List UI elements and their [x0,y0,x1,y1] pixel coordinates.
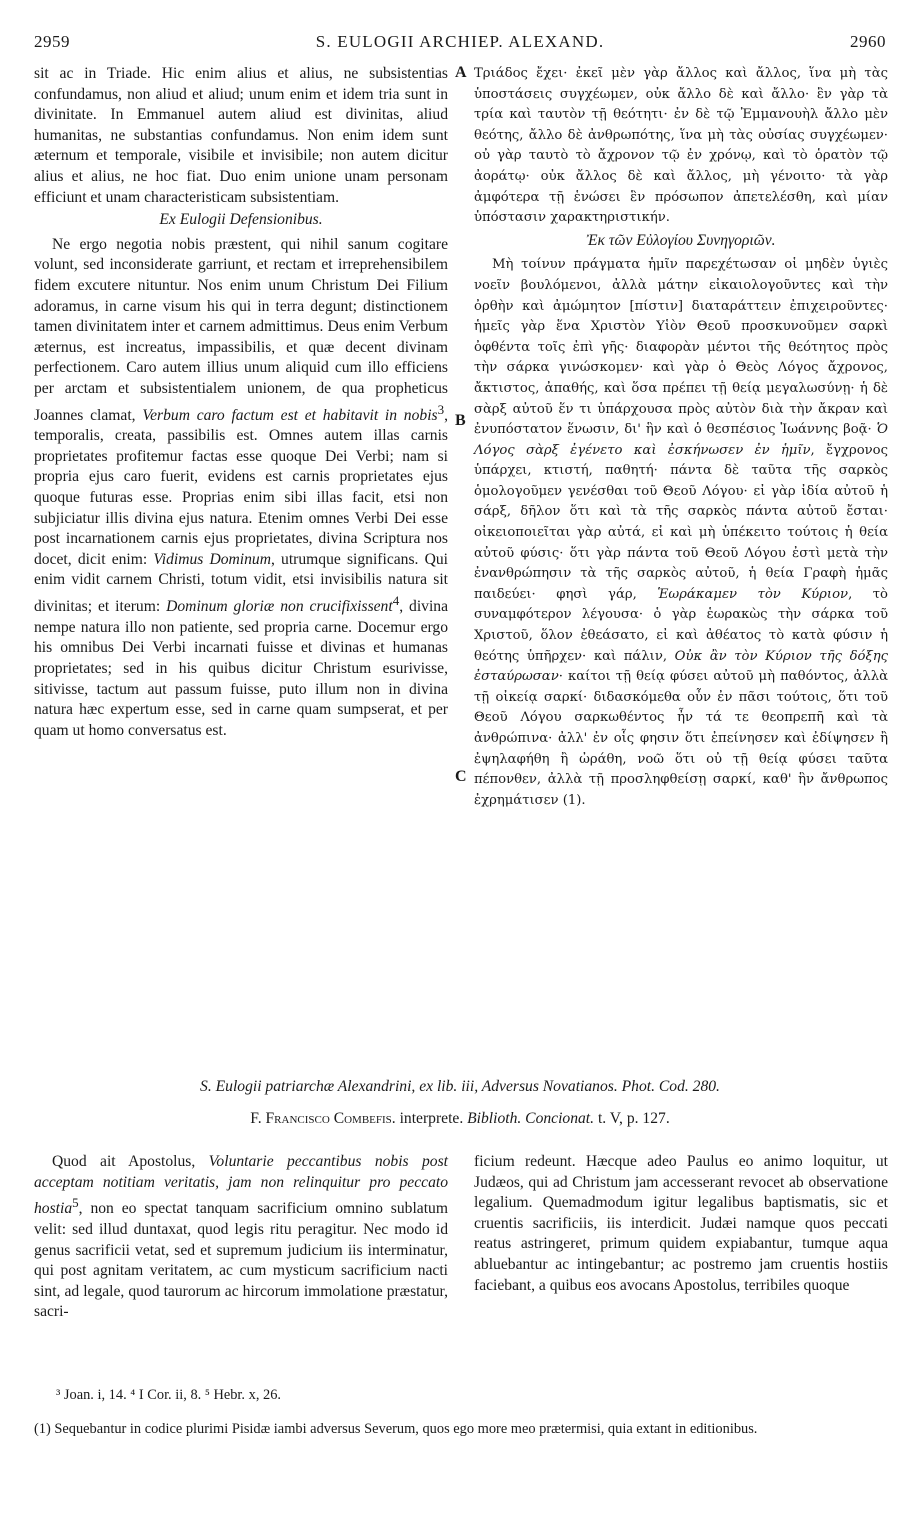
scripture-quote: Οὐκ ἂν τὸν Κύριον τῆς δόξης ἐσταύρωσαν [474,648,889,685]
scripture-quote: Ὁ Λόγος σὰρξ ἐγένετο καὶ ἐσκήνωσεν ἐν ἡμῖν [474,422,888,458]
latin-paragraph-2: Ne ergo negotia nobis præstent, qui nihil sanum cogitare volunt, sed inconsiderate garriunt, et rectam et irreprehensibilem fidem excutere nituntur. Nos enim unum Christum Dei Filium adoramus, in carne visum his qui in terra degunt; distinctionem tamen divinitatem inter et carnem admittimus. Deus enim Verbum æternus, est increatus, impassibilis, et quæ decent divinam perfectionem. Caro autem illius unum aliquid cum illo efficiens per arctam et subsistentialem unionem, de qua propheticus Joannes clamat, Verbum caro factum est et habitavit in nobis$^3$, temporalis, creata, passibilis est. Omnes autem illas carnis proprietates profitemur factas esse quoque Dei Verbi; nam si propria ejus caro fuerit, evidens est carnis proprietates ejus quoque futuras esse. Proprias enim sibi illas facit, etsi non subjiciatur illis divina ejus natura. Etenim omnes Verbi Dei esse post incarnationem carnis ejus proprietates, divina Scriptura nos docet, dicit enim: Vidimus Dominum, utrumque significans. Qui enim vidit carnem Christi, totum vidit, etsi invisibilis natura sit divinitas; et iterum: Dominum gloriæ non crucifixissent$^4$, divina nempe natura illo non patiente, sed propria carne. Docemur ergo his omnibus Dei Verbi incarnati fuisse et divinas et humanas proprietates; sed in his quibus dicitur Christum esurivisse, sitivisse, tactum aut passum fuisse, puto illum non in divina natura hæc expertum esse, sed in carne quam sumpserat, et per quam ut homo conversatus est. [34,235,449,739]
scripture-quote: Ἑωράκαμεν τὸν Κύριον [657,586,849,602]
greek-column [474,64,888,811]
scripture-quote: Verbum caro factum est et habitavit in nobis [142,406,438,424]
page-number-right: 2960 [850,32,886,51]
latin-section-title: Ex Eulogii Defensionibus. [159,211,323,229]
footnote-ref: 3 [437,401,445,417]
greek-section-title: Ἐκ τῶν Εὐλογίου Συνηγοριῶν. [586,231,776,249]
source-citation: S. Eulogii patriarchæ Alexandrini, ex lib. iii, Adversus Novatianos. Phot. Cod. 280. [200,1078,720,1095]
interpreter-credit: F. Francisco Combefis. interprete. Biblioth. Concionat. t. V, p. 127. [250,1110,670,1127]
scripture-footnotes: ³ Joan. i, 14. ⁴ I Cor. ii, 8. ⁵ Hebr. x, 26. [56,1387,282,1403]
latin-paragraph-1: sit ac in Triade. Hic enim alius et alius, ne subsistentias confundamus, non aliud et aliud; unum enim et idem tria sunt in divinitate. In Emmanuel autem aliud est divinitas, aliud humanitas, ne substantias confundamus. Non enim idem sunt æternum et temporale, visibile et invisibile; non autem dicitur alius et alius, ne hoc fiat. Duo enim unione unam personam efficiunt et unam characteristicam subsistentiam. [34,65,448,206]
greek-paragraph-2: Μὴ τοίνυν πράγματα ἡμῖν παρεχέτωσαν οἱ μηδὲν ὑγιὲς νοεῖν βουλόμενοι, ἀλλὰ μάτην εἰκαιολογοῦντες καὶ τὴν ὀρθὴν καὶ ἀμώμητον [πίστιν] διαταράττειν ἐπιχειροῦντες· ἡμεῖς γὰρ ἕνα Χριστὸν Υἱὸν Θεοῦ προσκυνοῦμεν σαρκὶ ὀφθέντα τοῖς ἐπὶ γῆς· διαφορὰν μέντοι τῆς θεότητος πρὸς τὴν σάρκα γινώσκομεν· καὶ γὰρ ὁ Θεὸς Λόγος ἄχρονος, ἄκτιστος, ἀπαθής, καὶ ὅσα πρέπει τῇ θείᾳ μεγαλωσύνῃ· ἡ δὲ σὰρξ αὐτοῦ ἕν τι ὑπάρχουσα πρὸς αὐτὸν διὰ τὴν ἄκραν καὶ ἐνυπόστατον ἕνωσιν, δι' ἣν καὶ ὁ θεσπέσιος Ἰωάννης βοᾷ· Ὁ Λόγος σὰρξ ἐγένετο καὶ ἐσκήνωσεν ἐν ἡμῖν, ἔγχρονος ὑπάρχει, κτιστή, παθητή· πάντα δὲ ταῦτα τῆς σαρκὸς ὁμολογοῦμεν γενέσθαι τοῦ Θεοῦ Λόγου· εἰ γὰρ ἰδία αὐτοῦ ἡ σάρξ, δῆλον ὅτι καὶ τὰ τῆς σαρκὸς πάντα αὐτοῦ ἔσται· οἰκειοποιεῖται γὰρ αὐτά, εἰ καὶ μὴ ὑπέκειτο τούτοις ἡ θεία αὐτοῦ φύσις· ὅτι γὰρ πάντα τοῦ Θεοῦ Λόγου ἐστὶ μετὰ τὴν ἐνανθρώπησιν τὰ τῆς σαρκὸς αὐτοῦ, ἡ θεία Γραφὴ ἡμᾶς παιδεύει· φησὶ γάρ, Ἑωράκαμεν τὸν Κύριον, τὸ συναμφότερον λέγουσα· ὁ γὰρ ἑωρακὼς τὴν σάρκα τοῦ Χριστοῦ, ὅλον ἐθεάσατο, εἰ καὶ ἀθέατος τὸ κατὰ φύσιν ἡ θεότης ὑπῆρχεν· καὶ πάλιν, Οὐκ ἂν τὸν Κύριον τῆς δόξης ἐσταύρωσαν· καίτοι τῇ θείᾳ φύσει αὐτοῦ μὴ παθόντος, ἀλλὰ τῇ οἰκείᾳ σαρκί· διδασκόμεθα οὖν ἐν πᾶσι τούτοις, ὅτι τοῦ Θεοῦ Λόγου σαρκωθέντος ἦν τά τε θεοπρεπῆ καὶ τὰ ἀνθρώπινα· ἀλλ' ἐν οἷς φησιν ὅτι ἐπείνησεν καὶ ἐδίψησεν ἢ ἐψηλαφήθη ἢ ὠράθη, νοῶ ὅτι οὐ τῇ θείᾳ φύσει ταῦτα πέπονθεν, ἀλλὰ τῇ προσληφθείσῃ σαρκί, καθ' ἣν ἄνθρωπος ἐχρημάτισεν (1). [474,257,889,808]
page-number-left: 2959 [34,32,70,51]
margin-marker-c: C [455,768,467,785]
second-section-left-column [34,1152,448,1323]
second-paragraph-right: ficium redeunt. Hæcque adeo Paulus eo animo loquitur, ut Judæos, qui ad Christum jam accesserant revocet ab observatione legalium. Quemadmodum igitur legalibus baptismatis, sic et cruentis sacrificiis, iis interdicit. Judæi namque quos peccati reatus astringeret, primum quidem expiabantur, tumque aqua abluebantur ac intingebantur; ac postremo jam cruentis hostiis faciebant, a quibus eos avocans Apostolus, terribiles quoque [474,1153,888,1294]
scripture-quote: Vidimus Dominum [153,550,271,568]
footnote-ref: 4 [392,593,400,609]
scripture-quote: Dominum gloriæ non crucifixissent [166,598,393,616]
scripture-quote: Voluntarie peccantibus nobis post acceptam notitiam veritatis, jam non relinquitur pro peccato hostia [34,1153,448,1218]
greek-paragraph-1: Τριάδος ἔχει· ἐκεῖ μὲν γὰρ ἄλλος καὶ ἄλλος, ἵνα μὴ τὰς ὑποστάσεις συγχέωμεν, οὐκ ἄλλο δὲ καὶ ἄλλο· ἓν γὰρ τὰ τρία καὶ ταυτὸν τῇ θεότητι· ἐν δὲ τῷ Ἐμμανουὴλ ἄλλο μὲν θεότης, ἄλλο δὲ ἀνθρωπότης, ἵνα μὴ τὰς οὐσίας συγχέωμεν· οὐ γὰρ ταυτὸ τὸ ἄχρονον τῷ ἐν χρόνῳ, καὶ τὸ ὁρατὸν τῷ ἀοράτῳ· οὐκ ἄλλος δὲ καὶ ἄλλος, μὴ γένοιτο· τὰ γὰρ ἀμφότερα τῇ ἑνώσει ἓν πρόσωπον ἀπετελέσθη, καὶ μίαν ὑπόστασιν χαρακτηριστικήν. [474,66,888,226]
editor-footnote: (1) Sequebantur in codice plurimi Pisidæ iambi adversus Severum, quos ego more meo prætermisi, quia extant in editionibus. [34,1421,758,1437]
footnote-ref: 5 [72,1195,79,1211]
margin-marker-b: B [455,412,466,429]
margin-marker-a: A [455,64,467,81]
second-paragraph-left: Quod ait Apostolus, Voluntarie peccantibus nobis post acceptam notitiam veritatis, jam non relinquitur pro peccato hostia$^5$, non eo spectat tanquam sacrificium omnino sublatum velit: sed illud duntaxat, quod legis ritu peragitur. Nec modo id genus sacrificii vetat, sed et supremum judicium iis interminatur, qui post agnitam veritatem, ac cum mysticum sacrificium nacti sint, ad legale, quod taurorum ac hircorum immolatione præstatur, sacri- [34,1153,448,1321]
second-section-right-column [474,1152,888,1296]
page-header [34,32,886,54]
latin-column [34,64,448,741]
running-title: S. EULOGII ARCHIEP. ALEXAND. [315,32,605,51]
